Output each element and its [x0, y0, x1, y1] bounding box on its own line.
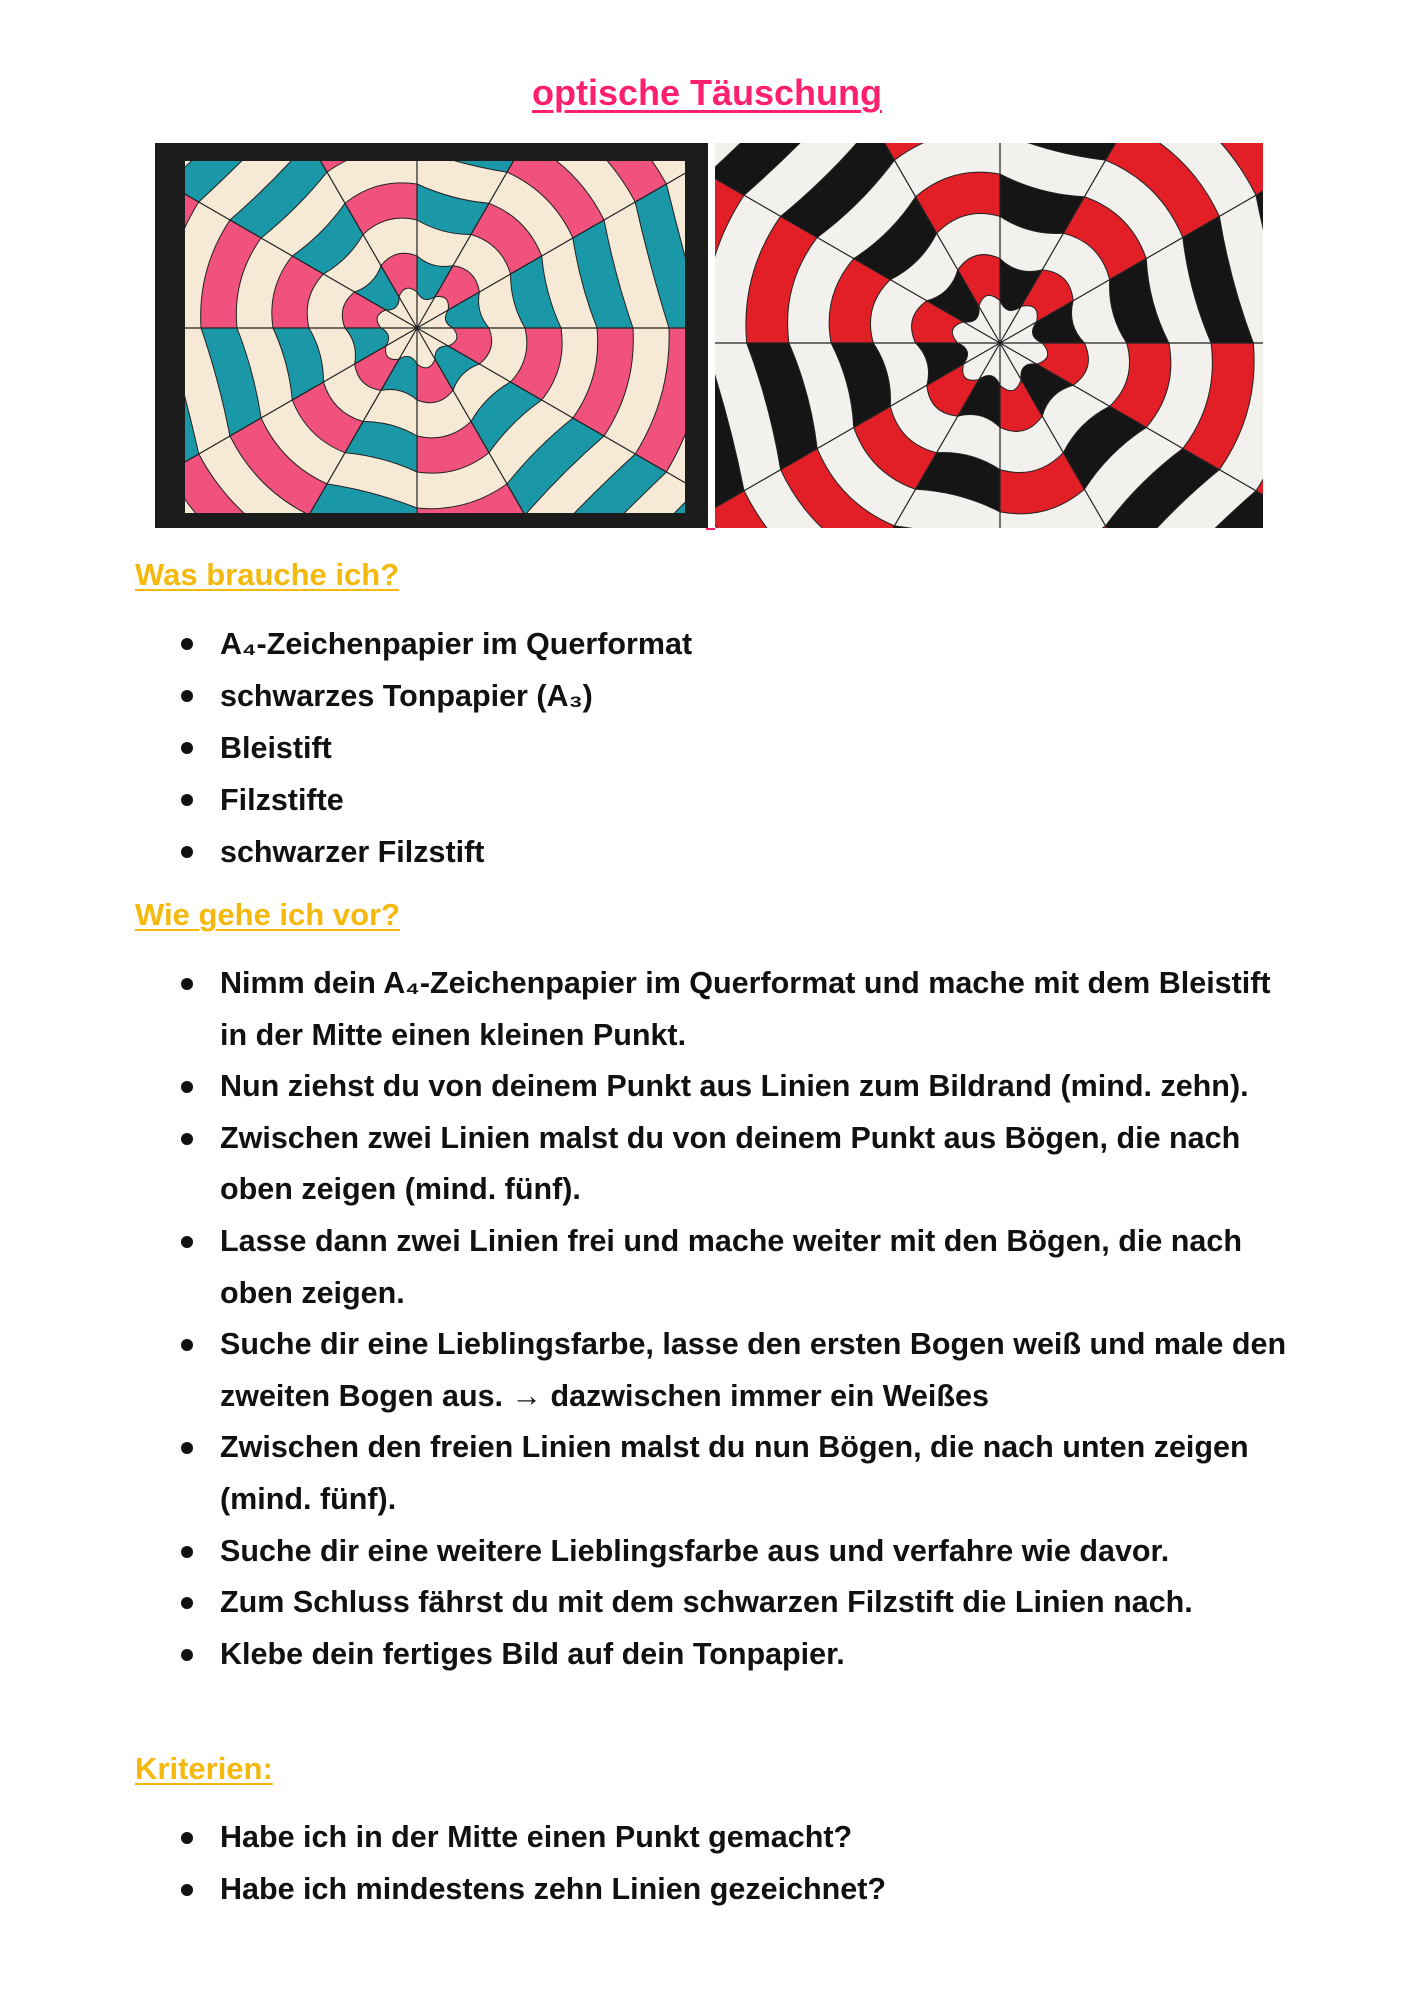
criteria-list-item: Habe ich in der Mitte einen Punkt gemacht?	[220, 1812, 1300, 1864]
needs-list	[220, 618, 1300, 878]
steps-list-item: Suche dir eine Lieblingsfarbe, lasse den ersten Bogen weiß und male den zweiten Bogen aus. → dazwischen immer ein Weißes	[220, 1319, 1300, 1422]
needs-list-item: Bleistift	[220, 722, 1300, 774]
section-heading-criteria: Kriterien:	[135, 1751, 273, 1786]
example-photo-red-black	[715, 143, 1263, 528]
section-heading-steps: Wie gehe ich vor?	[135, 897, 400, 932]
steps-list-item: Lasse dann zwei Linien frei und mache weiter mit den Bögen, die nach oben zeigen.	[220, 1216, 1300, 1319]
section-heading-needs: Was brauche ich?	[135, 557, 400, 592]
steps-list	[220, 958, 1300, 1680]
steps-list-item: Nimm dein A₄-Zeichenpapier im Querformat und mache mit dem Bleistift in der Mitte einen kleinen Punkt.	[220, 958, 1300, 1061]
needs-list-item: schwarzer Filzstift	[220, 826, 1300, 878]
steps-list-item: Zwischen zwei Linien malst du von deinem Punkt aus Bögen, die nach oben zeigen (mind. fünf).	[220, 1113, 1300, 1216]
steps-list-item: Klebe dein fertiges Bild auf dein Tonpapier.	[220, 1629, 1300, 1681]
steps-list-item: Suche dir eine weitere Lieblingsfarbe aus und verfahre wie davor.	[220, 1526, 1300, 1578]
underline-mark	[706, 528, 715, 530]
example-photo-pink-teal	[155, 143, 708, 528]
needs-list-item: Filzstifte	[220, 774, 1300, 826]
page-title: optische Täuschung	[531, 72, 883, 113]
steps-list-item: Zum Schluss fährst du mit dem schwarzen Filzstift die Linien nach.	[220, 1577, 1300, 1629]
needs-list-item: A₄-Zeichenpapier im Querformat	[220, 618, 1300, 670]
criteria-list-item: Habe ich mindestens zehn Linien gezeichnet?	[220, 1864, 1300, 1916]
criteria-list	[220, 1812, 1300, 1915]
steps-list-item: Nun ziehst du von deinem Punkt aus Linien zum Bildrand (mind. zehn).	[220, 1061, 1300, 1113]
steps-list-item: Zwischen den freien Linien malst du nun Bögen, die nach unten zeigen (mind. fünf).	[220, 1422, 1300, 1525]
needs-list-item: schwarzes Tonpapier (A₃)	[220, 670, 1300, 722]
